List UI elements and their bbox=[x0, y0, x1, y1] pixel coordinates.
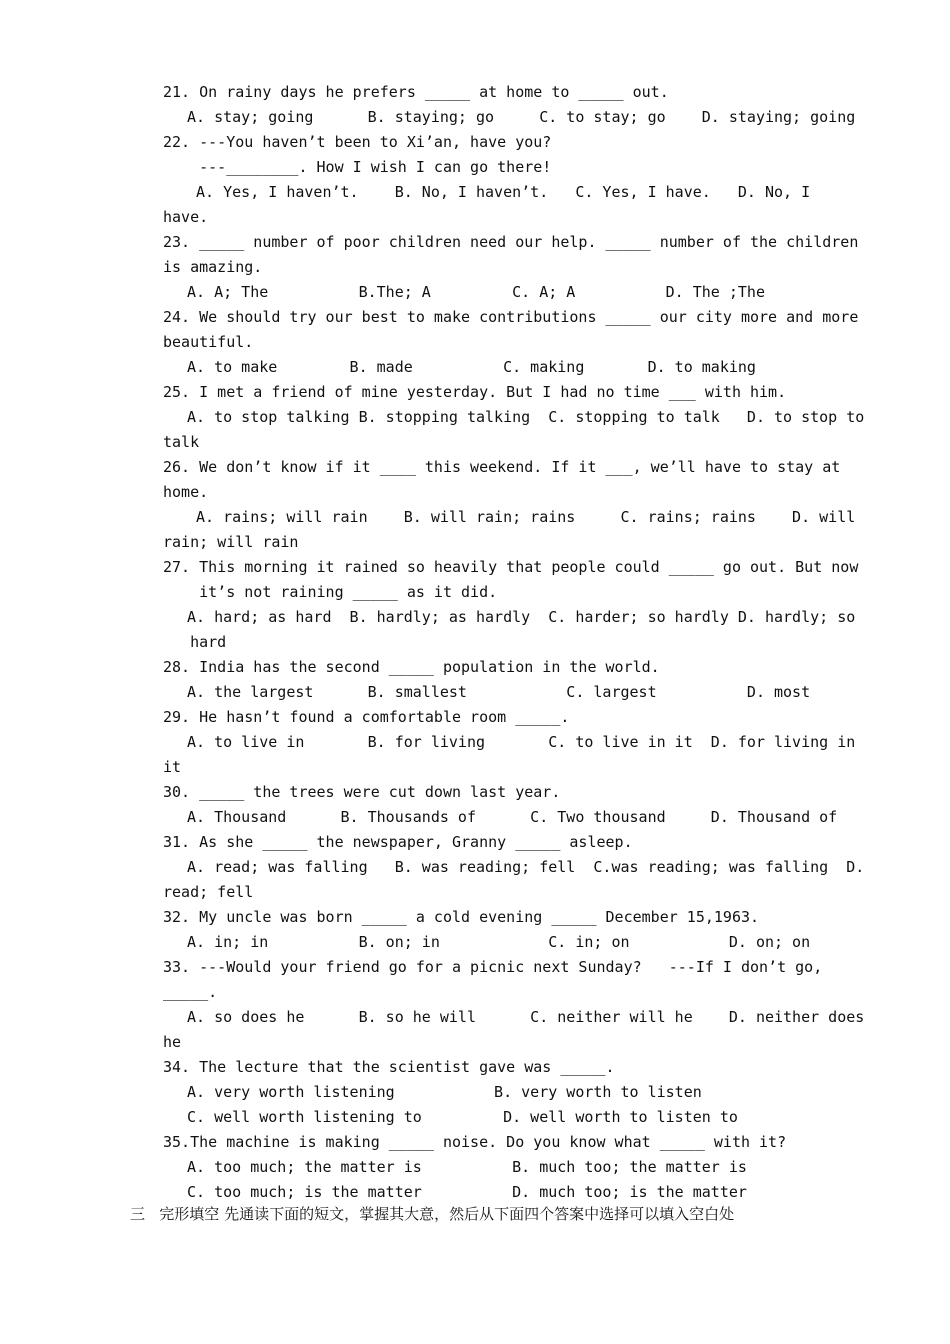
question-stem: 35.The machine is making _____ noise. Do you know what _____ with it? bbox=[163, 1133, 787, 1151]
question-stem: beautiful. bbox=[163, 333, 254, 351]
question-stem: 31. As she _____ the newspaper, Granny _____ asleep. bbox=[163, 833, 633, 851]
question-options: A. hard; as hard B. hardly; as hardly C. harder; so hardly D. hardly; so bbox=[187, 608, 856, 626]
question-stem: 29. He hasn’t found a comfortable room _____. bbox=[163, 708, 570, 726]
question-options-wrap: talk bbox=[163, 433, 200, 451]
question-stem: 28. India has the second _____ population in the world. bbox=[163, 658, 660, 676]
question-stem: 25. I met a friend of mine yesterday. But I had no time ___ with him. bbox=[163, 383, 787, 401]
question-stem: 22. ---You haven’t been to Xi’an, have you? bbox=[163, 133, 552, 151]
question-options: A. to make B. made C. making D. to making bbox=[187, 358, 756, 376]
question-stem: 21. On rainy days he prefers _____ at home to _____ out. bbox=[163, 83, 669, 101]
question-stem: _____. bbox=[163, 983, 218, 1001]
question-stem: home. bbox=[163, 483, 209, 501]
question-options: A. the largest B. smallest C. largest D. most bbox=[187, 683, 811, 701]
question-stem: 34. The lecture that the scientist gave was _____. bbox=[163, 1058, 615, 1076]
question-stem: 23. _____ number of poor children need our help. _____ number of the children bbox=[163, 233, 859, 251]
question-options: A. very worth listening B. very worth to listen bbox=[187, 1083, 702, 1101]
question-stem: 33. ---Would your friend go for a picnic next Sunday? ---If I don’t go, bbox=[163, 958, 823, 976]
question-options: A. rains; will rain B. will rain; rains C. rains; rains D. will bbox=[187, 508, 856, 526]
question-options-wrap: read; fell bbox=[163, 883, 254, 901]
question-stem: ---________. How I wish I can go there! bbox=[163, 158, 552, 176]
question-stem: it’s not raining _____ as it did. bbox=[163, 583, 498, 601]
question-options: C. well worth listening to D. well worth to listen to bbox=[187, 1108, 738, 1126]
question-options: A. too much; the matter is B. much too; the matter is bbox=[187, 1158, 747, 1176]
question-options: A. so does he B. so he will C. neither will he D. neither does bbox=[187, 1008, 865, 1026]
question-stem: is amazing. bbox=[163, 258, 263, 276]
question-stem: 26. We don’t know if it ____ this weekend. If it ___, we’ll have to stay at bbox=[163, 458, 841, 476]
question-options-wrap: he bbox=[163, 1033, 182, 1051]
question-list bbox=[163, 80, 865, 1205]
question-options-wrap: rain; will rain bbox=[163, 533, 299, 551]
question-options: A. to live in B. for living C. to live in it D. for living in bbox=[187, 733, 856, 751]
question-options: A. in; in B. on; in C. in; on D. on; on bbox=[187, 933, 811, 951]
question-options: A. to stop talking B. stopping talking C. stopping to talk D. to stop to bbox=[187, 408, 865, 426]
question-stem: 24. We should try our best to make contributions _____ our city more and more bbox=[163, 308, 859, 326]
question-options: C. too much; is the matter D. much too; is the matter bbox=[187, 1183, 747, 1201]
question-options: A. read; was falling B. was reading; fell C.was reading; was falling D. bbox=[187, 858, 865, 876]
section-heading: 三 完形填空 先通读下面的短文，掌握其大意，然后从下面四个答案中选择可以填入空白处 bbox=[130, 1205, 735, 1223]
question-stem: 30. _____ the trees were cut down last year. bbox=[163, 783, 561, 801]
question-options: A. Yes, I haven’t. B. No, I haven’t. C. Yes, I have. D. No, I bbox=[187, 183, 811, 201]
question-options-wrap: it bbox=[163, 758, 182, 776]
question-options-wrap: have. bbox=[163, 208, 209, 226]
question-stem: 32. My uncle was born _____ a cold evening _____ December 15,1963. bbox=[163, 908, 760, 926]
question-options: A. Thousand B. Thousands of C. Two thousand D. Thousand of bbox=[187, 808, 838, 826]
question-stem: 27. This morning it rained so heavily that people could _____ go out. But now bbox=[163, 558, 859, 576]
question-options: A. A; The B.The; A C. A; A D. The ;The bbox=[187, 283, 765, 301]
question-options: A. stay; going B. staying; go C. to stay; go D. staying; going bbox=[187, 108, 856, 126]
question-options-wrap: hard bbox=[163, 633, 227, 651]
